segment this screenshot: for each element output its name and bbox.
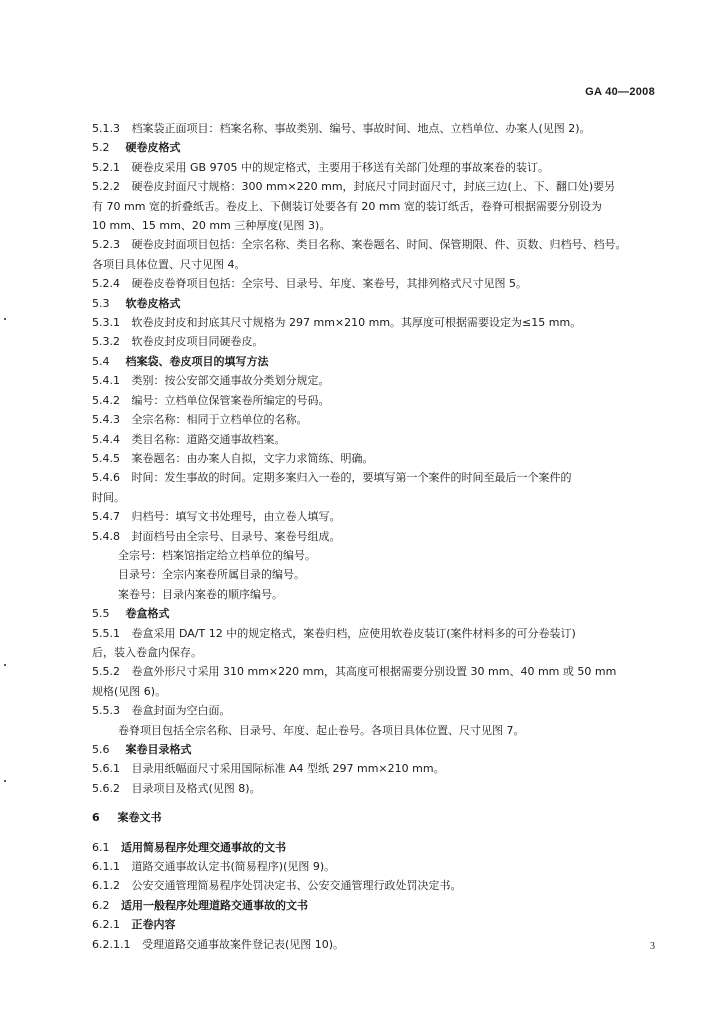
clause-number: 6.2.1	[92, 918, 120, 932]
clause-text: 硬卷皮格式	[125, 141, 181, 155]
clause-text: 公安交通管理简易程序处罚决定书、公安交通管理行政处罚决定书。	[131, 879, 462, 893]
clause-text: 卷盒封面为空白面。	[131, 704, 231, 718]
clause-number: 5.4.1	[92, 374, 120, 388]
clause	[92, 857, 658, 876]
clause-number: 5.3	[92, 296, 110, 310]
clause-text: 案卷题名：由办案人自拟，文字力求简练、明确。	[131, 451, 374, 465]
indented-line	[92, 585, 658, 604]
clause	[92, 449, 658, 468]
clause	[92, 430, 658, 449]
continuation-line	[92, 643, 658, 662]
clause-text: 类目名称：道路交通事故档案。	[131, 432, 286, 446]
clause-text: 卷脊项目包括全宗名称、目录号、年度、起止卷号。各项目具体位置、尺寸见图 7。	[118, 723, 525, 737]
clause-text: 软卷皮格式	[125, 296, 181, 310]
indented-line	[92, 721, 658, 740]
subsection-heading	[92, 896, 658, 915]
clause	[92, 779, 658, 798]
clause-number: 5.6.2	[92, 781, 120, 795]
clause-text: 归档号：填写文书处理号，由立卷人填写。	[131, 510, 341, 524]
clause-number: 6.2	[92, 898, 110, 912]
clause-number: 6	[92, 811, 100, 825]
margin-mark	[4, 780, 6, 782]
continuation-line	[92, 488, 658, 507]
clause	[92, 158, 658, 177]
clause	[92, 235, 658, 254]
clause-text: 规格(见图 6)。	[92, 684, 167, 698]
document-body	[92, 119, 658, 954]
continuation-line	[92, 216, 658, 235]
clause	[92, 507, 658, 526]
clause-text: 档案袋、卷皮项目的填写方法	[125, 354, 269, 368]
clause-number: 5.2.2	[92, 180, 120, 194]
clause-number: 5.5.2	[92, 665, 120, 679]
clause-text: 案卷文书	[117, 811, 162, 825]
clause	[92, 410, 658, 429]
clause	[92, 759, 658, 778]
clause	[92, 177, 658, 196]
section-heading	[92, 740, 658, 759]
clause-number: 5.2	[92, 141, 110, 155]
clause	[92, 935, 658, 954]
clause	[92, 371, 658, 390]
clause-text: 硬卷皮卷脊项目包括：全宗号、目录号、年度、案卷号，其排列格式尺寸见图 5。	[131, 277, 527, 291]
clause-text: 目录号：全宗内案卷所属目录的编号。	[118, 568, 305, 582]
clause-text: 目录用纸幅面尺寸采用国际标准 A4 型纸 297 mm×210 mm。	[131, 762, 445, 776]
clause	[92, 274, 658, 293]
clause-text: 全宗号：档案馆指定给立档单位的编号。	[118, 548, 316, 562]
indented-line	[92, 565, 658, 584]
continuation-line	[92, 255, 658, 274]
clause-number: 5.4.6	[92, 471, 120, 485]
clause	[92, 332, 658, 351]
clause-text: 类别：按公安部交通事故分类划分规定。	[131, 374, 330, 388]
clause-text: 硬卷皮封面项目包括：全宗名称、类目名称、案卷题名、时间、保管期限、件、页数、归档号、档号。	[131, 238, 627, 252]
clause-text: 正卷内容	[131, 918, 176, 932]
margin-mark	[4, 318, 6, 320]
clause-text: 软卷皮封皮项目同硬卷皮。	[131, 335, 264, 349]
clause-text: 编号：立档单位保管案卷所编定的号码。	[131, 393, 330, 407]
clause-text: 后，装入卷盒内保存。	[92, 645, 202, 659]
clause	[92, 662, 658, 681]
chapter-heading	[92, 808, 658, 827]
clause-text: 道路交通事故认定书(简易程序)(见图 9)。	[131, 860, 336, 874]
margin-mark	[4, 664, 6, 666]
clause-text: 受理道路交通事故案件登记表(见图 10)。	[141, 937, 345, 951]
clause-number: 6.1.2	[92, 879, 120, 893]
clause	[92, 468, 658, 487]
clause-number: 5.3.1	[92, 316, 120, 330]
clause-text: 目录项目及格式(见图 8)。	[131, 781, 261, 795]
clause-text: 时间：发生事故的时间。定期多案归入一卷的，要填写第一个案件的时间至最后一个案件的	[131, 471, 572, 485]
clause-text: 时间。	[92, 490, 125, 504]
clause-text: 案卷目录格式	[125, 743, 192, 756]
document-code: GA 40—2008	[585, 86, 655, 98]
clause	[92, 876, 658, 895]
clause-text: 适用一般程序处理道路交通事故的文书	[121, 898, 308, 912]
section-heading	[92, 294, 658, 313]
clause-text: 封面档号由全宗号、目录号、案卷号组成。	[131, 529, 341, 543]
clause-number: 5.2.4	[92, 277, 120, 291]
clause-text: 10 mm、15 mm、20 mm 三种厚度(见图 3)。	[92, 219, 331, 233]
clause-number: 5.6.1	[92, 762, 120, 776]
continuation-line	[92, 682, 658, 701]
clause-number: 5.6	[92, 743, 110, 756]
clause-text: 硬卷皮采用 GB 9705 中的规定格式，主要用于移送有关部门处理的事故案卷的装订。	[131, 160, 550, 174]
clause-number: 5.2.3	[92, 238, 120, 252]
section-heading	[92, 352, 658, 371]
clause-number: 6.1.1	[92, 860, 120, 874]
subsection-heading	[92, 915, 658, 934]
clause-number: 5.4	[92, 354, 110, 368]
clause-number: 5.4.2	[92, 393, 120, 407]
clause-number: 6.2.1.1	[92, 937, 131, 951]
clause	[92, 624, 658, 643]
clause-number: 5.5.1	[92, 626, 120, 640]
clause-number: 5.5	[92, 607, 110, 621]
clause-text: 卷盒采用 DA/T 12 中的规定格式，案卷归档，应使用软卷皮装订(案件材料多的可分卷装订)	[131, 626, 576, 640]
clause-text: 卷盒格式	[125, 607, 170, 621]
clause-number: 5.4.7	[92, 510, 120, 524]
continuation-line	[92, 197, 658, 216]
clause	[92, 701, 658, 720]
section-heading	[92, 138, 658, 157]
clause-number: 5.4.5	[92, 451, 120, 465]
page-number: 3	[650, 941, 655, 952]
clause	[92, 391, 658, 410]
clause-number: 5.1.3	[92, 122, 120, 135]
clause-number: 5.2.1	[92, 160, 120, 174]
clause-text: 全宗名称：相同于立档单位的名称。	[131, 413, 308, 427]
clause	[92, 313, 658, 332]
clause-number: 5.4.3	[92, 413, 120, 427]
clause-text: 有 70 mm 宽的折叠纸舌。卷皮上、下侧装订处要各有 20 mm 宽的装订纸舌，卷脊可根据需要分别设为	[92, 199, 602, 213]
indented-line	[92, 546, 658, 565]
clause-text: 各项目具体位置、尺寸见图 4。	[92, 257, 246, 271]
clause-number: 5.5.3	[92, 704, 120, 718]
clause-number: 5.3.2	[92, 335, 120, 349]
clause-text: 硬卷皮封面尺寸规格：300 mm×220 mm，封底尺寸同封面尺寸，封底三边(上、下、翻口处)要另	[131, 180, 616, 194]
subsection-heading	[92, 838, 658, 857]
clause	[92, 527, 658, 546]
clause	[92, 119, 658, 138]
clause-text: 卷盒外形尺寸采用 310 mm×220 mm，其高度可根据需要分别设置 30 mm、40 mm 或 50 mm	[131, 665, 617, 679]
section-heading	[92, 604, 658, 623]
clause-number: 6.1	[92, 840, 110, 854]
clause-text: 档案袋正面项目：档案名称、事故类别、编号、事故时间、地点、立档单位、办案人(见图 2)。	[131, 122, 591, 135]
clause-number: 5.4.4	[92, 432, 120, 446]
clause-text: 软卷皮封皮和封底其尺寸规格为 297 mm×210 mm。其厚度可根据需要设定为≤15 mm。	[131, 316, 582, 330]
clause-text: 案卷号：目录内案卷的顺序编号。	[118, 587, 283, 601]
clause-text: 适用简易程序处理交通事故的文书	[121, 840, 286, 854]
clause-number: 5.4.8	[92, 529, 120, 543]
